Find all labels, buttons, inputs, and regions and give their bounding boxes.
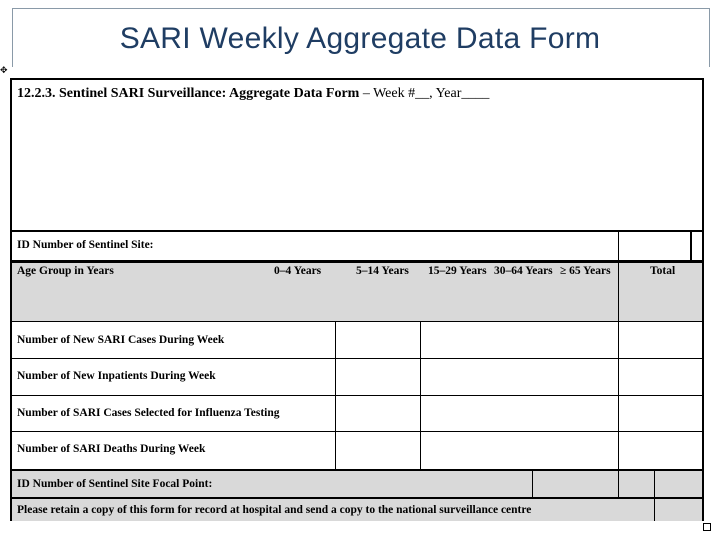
age-group-total: Total: [650, 265, 676, 277]
row-label-sari-deaths: Number of SARI Deaths During Week: [17, 443, 206, 455]
footer-note: Please retain a copy of this form for record at hospital and send a copy to the national surveillance centre: [17, 504, 532, 516]
age-group-65-plus: ≥ 65 Years: [560, 265, 611, 277]
focal-point-label: ID Number of Sentinel Site Focal Point:: [17, 478, 213, 490]
form-title: [17, 86, 489, 102]
site-id-label: ID Number of Sentinel Site:: [17, 239, 154, 251]
age-group-30-64: 30–64 Years: [494, 265, 553, 277]
row-label-influenza-testing: Number of SARI Cases Selected for Influenza Testing: [17, 407, 280, 419]
row-label-new-sari-cases: Number of New SARI Cases During Week: [17, 334, 225, 346]
form-title-text: 12.2.3. Sentinel SARI Surveillance: Aggregate Data Form: [17, 86, 360, 101]
move-handle-icon[interactable]: ✥: [0, 66, 8, 76]
age-group-5-14: 5–14 Years: [356, 265, 409, 277]
age-group-15-29: 15–29 Years: [428, 265, 487, 277]
age-group-0-4: 0–4 Years: [274, 265, 322, 277]
aggregate-data-form: [10, 78, 704, 521]
slide-title: SARI Weekly Aggregate Data Form: [119, 22, 601, 55]
row-label-new-inpatients: Number of New Inpatients During Week: [17, 370, 216, 382]
resize-handle-icon[interactable]: [703, 523, 711, 531]
age-group-label: Age Group in Years: [17, 265, 114, 277]
week-year-fields[interactable]: – Week #__, Year____: [359, 86, 490, 101]
